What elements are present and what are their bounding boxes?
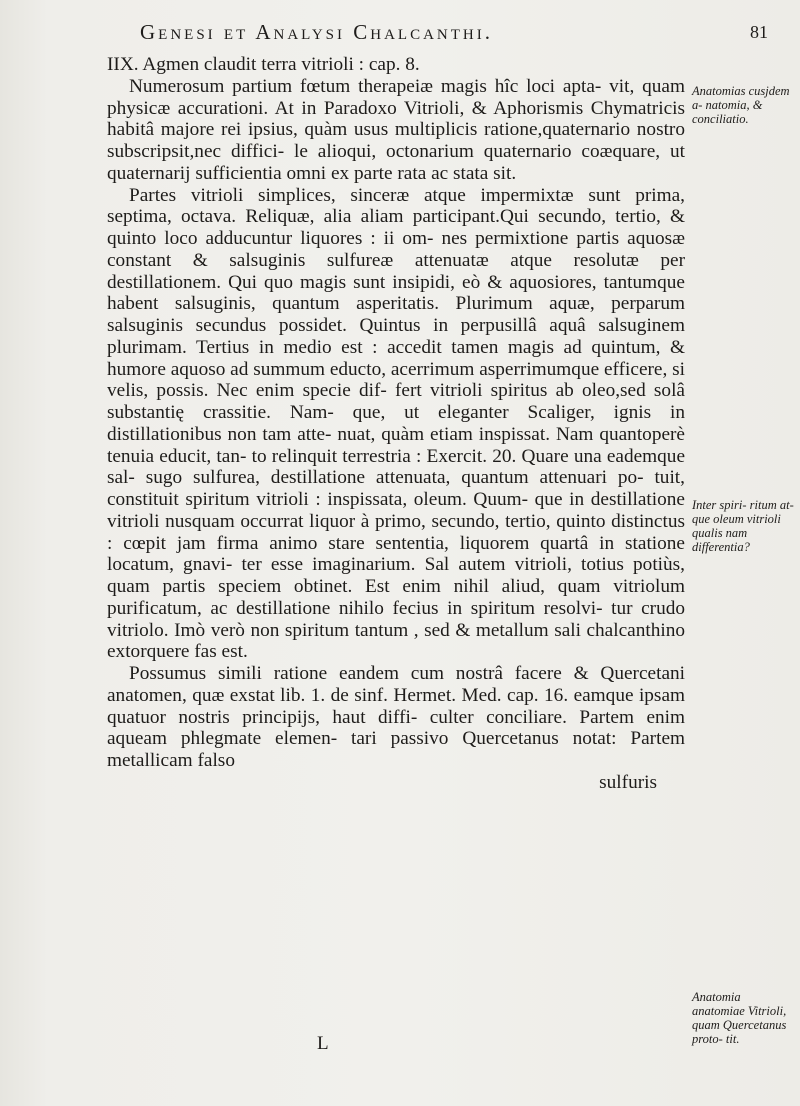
margin-note-inter-spiritum: Inter spiri- ritum at- que oleum vitrioli qualis nam differentia? (692, 498, 794, 554)
paragraph-chapter-heading: IIX. Agmen claudit terra vitrioli : cap. 8. (107, 54, 420, 75)
paragraph-third: Possumus simili ratione eandem cum nostrâ facere & Quercetani anatomen, quæ exstat lib. 1. de sinf. Hermet. Med. cap. 16. eamque ipsam quatuor nostris principijs, haut diffi- culter conciliare. Partem enim aqueam phlegmate elemen- tari passivo Quercetanus notat: Partem metallicam falso (107, 663, 685, 771)
running-title: Genesi et Analysi Chalcanthi. (140, 20, 493, 44)
catchword: sulfuris (599, 771, 657, 793)
running-header (140, 20, 768, 50)
margin-note-anatomia: Anatomias cusjdem a- natomia, & conciliatio. (692, 84, 790, 126)
page-number: 81 (750, 22, 768, 42)
paragraph-first: Numerosum partium fœtum therapeiæ magis hîc loci apta- vit, quam physicæ accurationi. At in Paradoxo Vitrioli, & Aphorismis Chymatricis habitâ majore rei ipsius, quàm usus multiplicis ratione,quaternario nostro subscripsit,nec diffici- le alioqui, octonarium quaternario coæquare, ut quaternarij sufficientia omni ex parte rata ac stata sit. (107, 75, 685, 184)
paragraph-second: Partes vitrioli simplices, sinceræ atque impermixtæ sunt prima, septima, octava. Reliquæ, alia aliam participant.Qui secundo, tertio, & quinto loco adducuntur liquores : ii om- nes permixtione partis aquosæ constant & salsuginis sulfureæ attenuatæ atque resolutæ per destillationem. Qui quo magis sunt insipidi, eò & aquosiores, tantumque habent salsuginis, quantum asperitatis. Plurimum aquæ, perparum salsuginis secundus possidet. Quintus in perpusillâ aquâ salsuginem plurimam. Tertius in medio est : accedit tamen magis ad quintum, & humore aquoso ad summum eductο, acerrimum asperrimumque efficere, si velis, possis. Nec enim specie dif- fert vitrioli spiritus ab oleo,sed solâ substantię crassitie. Nam- que, ut eleganter Scaliger, ignis in distillationibus non tam atte- nuat, quàm etiam inspissat. Nam quantoperè tenuia educit, tan- to relinquit terrestria : Exercit. 20. Quare una eademque sal- sugo sulfurea, destillatione attenuata, quantum attenuari po- tuit, constituit spiritum vitrioli : inspissata, oleum. Quum- que in destillatione vitrioli nusquam occurrat liquor à primo, secundo, tertio, quinto distinctus : cœpit jam firma animo stare sententia, liquorem quartâ in statione locatum, gnavi- ter esse imaginarium. Sal autem vitrioli, totius potiùs, quam partis speciem obtinet. Est enim nihil aliud, quam vitriolum purificatum, ac destillatione nihilo fecius in spiritum resolvi- tur crudo vitriolo. Imò verò non spiritum tantum , sed & metallum sali chalcanthino extorquere fas est. (107, 184, 685, 663)
margin-note-quercetanus: Anatomia anatomiae Vitrioli, quam Quercetanus proto- tit. (692, 990, 787, 1046)
signature-mark: L (317, 1033, 329, 1054)
main-text (107, 54, 685, 794)
